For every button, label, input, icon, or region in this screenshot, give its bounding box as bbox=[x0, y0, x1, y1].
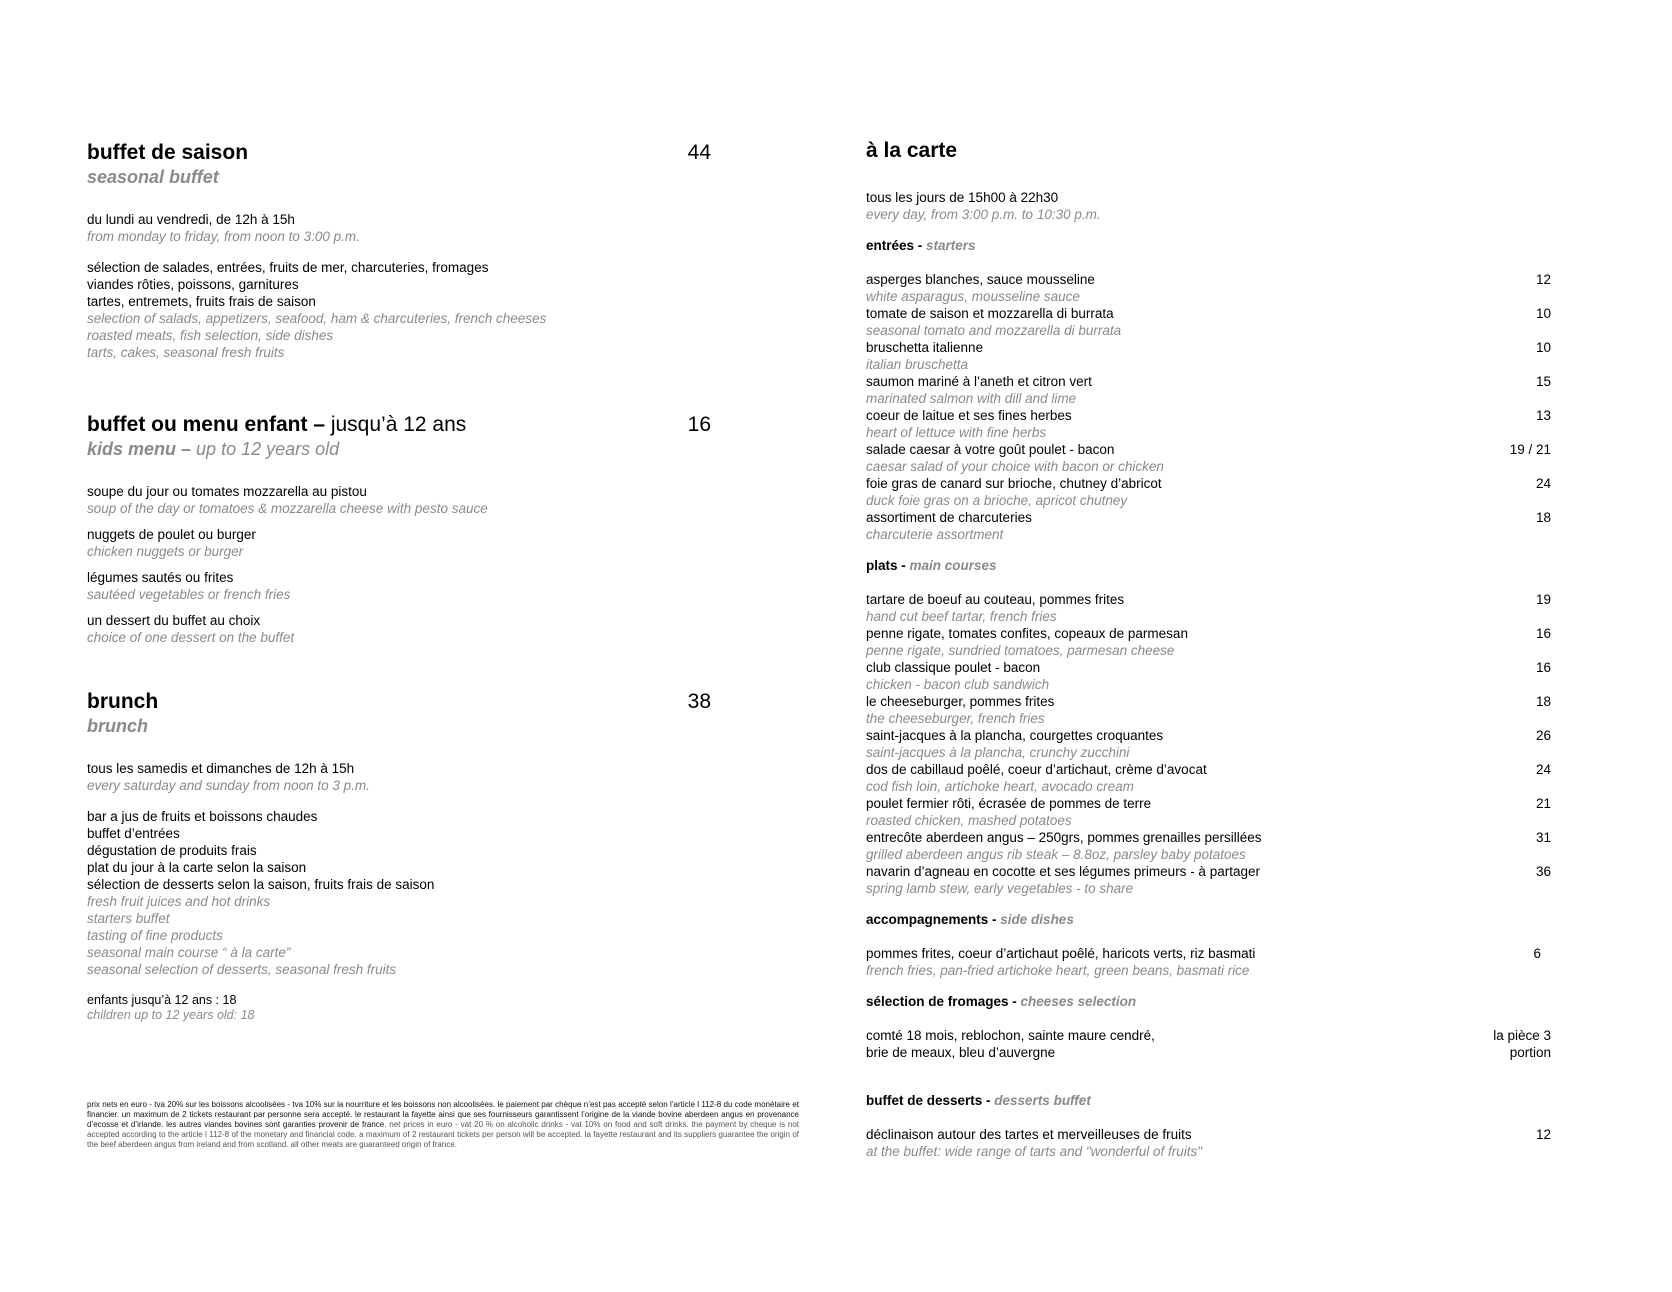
desc-fr: buffet d’entrées bbox=[87, 826, 180, 841]
entrees-list bbox=[866, 271, 1551, 543]
category-fromages bbox=[866, 993, 1551, 1010]
item-en: at the buffet: wide range of tarts and "wonderful of fruits" bbox=[866, 1144, 1203, 1159]
item-fr: dos de cabillaud poêlé, coeur d’artichaut, crème d’avocat bbox=[866, 762, 1207, 777]
item-fr: soupe du jour ou tomates mozzarella au pistou bbox=[87, 484, 367, 499]
item-fr: saint-jacques à la plancha, courgettes croquantes bbox=[866, 728, 1164, 743]
section-brunch bbox=[87, 689, 713, 1023]
category-plats bbox=[866, 557, 1551, 574]
menu-item bbox=[866, 475, 1551, 509]
item-en: hand cut beef tartar, french fries bbox=[866, 609, 1057, 624]
section-price: 16 bbox=[687, 413, 711, 436]
category-accompagnements bbox=[866, 911, 1551, 928]
item-en: cod fish loin, artichoke heart, avocado cream bbox=[866, 779, 1134, 794]
item-price: 19 bbox=[1535, 592, 1551, 607]
desc-fr: bar a jus de fruits et boissons chaudes bbox=[87, 809, 318, 824]
item-en: penne rigate, sundried tomatoes, parmesan cheese bbox=[866, 643, 1175, 658]
schedule-en: every saturday and sunday from noon to 3 p.m. bbox=[87, 778, 370, 793]
menu-item bbox=[866, 373, 1551, 407]
category-desserts bbox=[866, 1092, 1551, 1109]
item-fr: brie de meaux, bleu d’auvergne bbox=[866, 1045, 1056, 1060]
item-en: heart of lettuce with fine herbs bbox=[866, 425, 1047, 440]
item-fr: entrecôte aberdeen angus – 250grs, pommes grenailles persillées bbox=[866, 830, 1262, 845]
section-title-light: jusqu’à 12 ans bbox=[325, 413, 467, 436]
subtitle-bold: kids menu – bbox=[87, 439, 192, 459]
item-price: 10 bbox=[1535, 340, 1551, 355]
item-price: 6 bbox=[1533, 946, 1541, 961]
section-subtitle: seasonal buffet bbox=[87, 167, 219, 187]
menu-item bbox=[87, 612, 713, 646]
menu-item bbox=[87, 483, 713, 517]
section-subtitle bbox=[87, 438, 713, 460]
plats-list bbox=[866, 591, 1551, 897]
desc-fr: sélection de desserts selon la saison, fruits frais de saison bbox=[87, 877, 435, 892]
section-subtitle: brunch bbox=[87, 716, 148, 736]
section-title: brunch bbox=[87, 690, 159, 713]
desc-en: fresh fruit juices and hot drinks bbox=[87, 894, 271, 909]
schedule-fr: tous les jours de 15h00 à 22h30 bbox=[866, 190, 1059, 205]
item-fr: bruschetta italienne bbox=[866, 340, 984, 355]
category-entrees bbox=[866, 237, 1551, 254]
menu-item bbox=[866, 727, 1551, 761]
menu-item bbox=[866, 305, 1551, 339]
menu-item bbox=[866, 693, 1551, 727]
menu-item bbox=[866, 1027, 1551, 1061]
desc-en: tarts, cakes, seasonal fresh fruits bbox=[87, 345, 285, 360]
item-en: duck foie gras on a brioche, apricot chutney bbox=[866, 493, 1128, 508]
item-en: seasonal tomato and mozzarella di burrata bbox=[866, 323, 1122, 338]
desc-en: selection of salads, appetizers, seafood, ham & charcuteries, french cheeses bbox=[87, 311, 547, 326]
menu-item bbox=[866, 625, 1551, 659]
item-fr: légumes sautés ou frites bbox=[87, 570, 234, 585]
item-fr: assortiment de charcuteries bbox=[866, 510, 1032, 525]
section-price: 38 bbox=[687, 690, 711, 713]
carte-title: à la carte bbox=[866, 139, 958, 162]
desc-fr: sélection de salades, entrées, fruits de mer, charcuteries, fromages bbox=[87, 260, 489, 275]
schedule-fr: tous les samedis et dimanches de 12h à 15h bbox=[87, 761, 355, 776]
subtitle-light: up to 12 years old bbox=[191, 439, 340, 459]
item-price: 12 bbox=[1535, 272, 1551, 287]
item-fr: déclinaison autour des tartes et merveilleuses de fruits bbox=[866, 1127, 1192, 1142]
schedule-fr: du lundi au vendredi, de 12h à 15h bbox=[87, 212, 295, 227]
desc-fr: dégustation de produits frais bbox=[87, 843, 257, 858]
section-buffet-saison bbox=[87, 140, 713, 361]
category-label-en: starters bbox=[926, 238, 976, 253]
item-en: saint-jacques à la plancha, crunchy zucchini bbox=[866, 745, 1130, 760]
menu-item bbox=[866, 441, 1551, 475]
category-label-en: desserts buffet bbox=[994, 1093, 1091, 1108]
item-price: 18 bbox=[1535, 510, 1551, 525]
category-label-fr: sélection de fromages - bbox=[866, 994, 1021, 1009]
item-price: 19 / 21 bbox=[1509, 442, 1551, 457]
category-label-en: cheeses selection bbox=[1020, 994, 1137, 1009]
item-en: choice of one dessert on the buffet bbox=[87, 630, 295, 645]
item-fr: comté 18 mois, reblochon, sainte maure cendré, bbox=[866, 1028, 1155, 1043]
schedule-en: from monday to friday, from noon to 3:00 p.m. bbox=[87, 229, 360, 244]
menu-item bbox=[866, 1126, 1551, 1160]
legal-fr: prix nets en euro - tva 20% sur les boissons alcoolisées - tva 10% sur la nourriture et les boissons non alcoolisées. le paiement par chèque n’est pas accepté selon l’article l 112-8 du code monétaire et financier. un maximum de 2 tickets restaurant par personne sera accepté. le restaurant la fayette ainsi que ses fournisseurs garantissent l’origine de la viande bovine aberdeen angus en provenance d’ecosse et d’irlande. les autres viandes bovines sont garanties provenir de france. bbox=[87, 1100, 799, 1129]
item-fr: salade caesar à votre goût poulet - bacon bbox=[866, 442, 1115, 457]
item-en: marinated salmon with dill and lime bbox=[866, 391, 1077, 406]
item-price: 10 bbox=[1535, 306, 1551, 321]
menu-item bbox=[866, 271, 1551, 305]
schedule-en: every day, from 3:00 p.m. to 10:30 p.m. bbox=[866, 207, 1101, 222]
item-price: 16 bbox=[1535, 660, 1551, 675]
right-column bbox=[866, 138, 1551, 1160]
menu-item bbox=[866, 659, 1551, 693]
desc-fr: plat du jour à la carte selon la saison bbox=[87, 860, 307, 875]
category-label-fr: entrées - bbox=[866, 238, 927, 253]
item-en: grilled aberdeen angus rib steak – 8.8oz, parsley baby potatoes bbox=[866, 847, 1246, 862]
menu-item bbox=[866, 339, 1551, 373]
menu-item bbox=[866, 761, 1551, 795]
item-en: soup of the day or tomatoes & mozzarella cheese with pesto sauce bbox=[87, 501, 488, 516]
item-en: caesar salad of your choice with bacon or chicken bbox=[866, 459, 1164, 474]
item-price: 21 bbox=[1535, 796, 1551, 811]
item-fr: pommes frites, coeur d’artichaut poêlé, haricots verts, riz basmati bbox=[866, 946, 1256, 961]
desc-fr: tartes, entremets, fruits frais de saison bbox=[87, 294, 316, 309]
item-price: 16 bbox=[1535, 626, 1551, 641]
category-label-fr: plats - bbox=[866, 558, 910, 573]
desc-en: seasonal selection of desserts, seasonal fresh fruits bbox=[87, 962, 397, 977]
menu-item bbox=[866, 863, 1551, 897]
desc-fr: viandes rôties, poissons, garnitures bbox=[87, 277, 299, 292]
category-label-en: side dishes bbox=[1000, 912, 1074, 927]
item-fr: tartare de boeuf au couteau, pommes frites bbox=[866, 592, 1125, 607]
item-price: 15 bbox=[1535, 374, 1551, 389]
item-en: charcuterie assortment bbox=[866, 527, 1004, 542]
kids-price-fr: enfants jusqu’à 12 ans : 18 bbox=[87, 993, 237, 1007]
category-label-fr: accompagnements - bbox=[866, 912, 1001, 927]
section-price: 44 bbox=[687, 141, 711, 164]
category-label-fr: buffet de desserts - bbox=[866, 1093, 995, 1108]
item-fr: coeur de laitue et ses fines herbes bbox=[866, 408, 1072, 423]
item-price: la pièce 3 bbox=[1493, 1028, 1551, 1043]
item-fr: navarin d’agneau en cocotte et ses légumes primeurs - à partager bbox=[866, 864, 1260, 879]
item-fr: le cheeseburger, pommes frites bbox=[866, 694, 1055, 709]
item-en: roasted chicken, mashed potatoes bbox=[866, 813, 1072, 828]
item-price-unit: portion bbox=[1509, 1045, 1551, 1060]
category-label-en: main courses bbox=[909, 558, 997, 573]
menu-item bbox=[866, 509, 1551, 543]
item-fr: un dessert du buffet au choix bbox=[87, 613, 261, 628]
item-fr: foie gras de canard sur brioche, chutney d’abricot bbox=[866, 476, 1162, 491]
item-en: the cheeseburger, french fries bbox=[866, 711, 1045, 726]
item-fr: tomate de saison et mozzarella di burrata bbox=[866, 306, 1114, 321]
section-menu-enfant bbox=[87, 412, 713, 646]
item-price: 13 bbox=[1535, 408, 1551, 423]
item-price: 12 bbox=[1535, 1127, 1551, 1142]
item-en: sautéed vegetables or french fries bbox=[87, 587, 291, 602]
desc-en: starters buffet bbox=[87, 911, 170, 926]
item-fr: asperges blanches, sauce mousseline bbox=[866, 272, 1095, 287]
menu-item bbox=[866, 945, 1551, 979]
menu-item bbox=[866, 407, 1551, 441]
item-price: 36 bbox=[1535, 864, 1551, 879]
desc-en: tasting of fine products bbox=[87, 928, 223, 943]
legal-notice bbox=[87, 1100, 799, 1150]
item-fr: penne rigate, tomates confites, copeaux de parmesan bbox=[866, 626, 1188, 641]
kids-price-en: children up to 12 years old: 18 bbox=[87, 1008, 255, 1022]
item-en: french fries, pan-fried artichoke heart, green beans, basmati rice bbox=[866, 963, 1250, 978]
item-fr: poulet fermier rôti, écrasée de pommes de terre bbox=[866, 796, 1152, 811]
desc-en: seasonal main course “ à la carte” bbox=[87, 945, 291, 960]
item-price: 26 bbox=[1535, 728, 1551, 743]
item-en: white asparagus, mousseline sauce bbox=[866, 289, 1080, 304]
item-en: spring lamb stew, early vegetables - to share bbox=[866, 881, 1134, 896]
desc-en: roasted meats, fish selection, side dishes bbox=[87, 328, 334, 343]
left-column bbox=[87, 140, 713, 1023]
section-title-bold: buffet ou menu enfant – bbox=[87, 413, 325, 436]
menu-item bbox=[87, 526, 713, 560]
item-price: 24 bbox=[1535, 476, 1551, 491]
menu-item bbox=[866, 795, 1551, 829]
item-price: 18 bbox=[1535, 694, 1551, 709]
item-fr: club classique poulet - bacon bbox=[866, 660, 1041, 675]
menu-item bbox=[866, 829, 1551, 863]
item-fr: nuggets de poulet ou burger bbox=[87, 527, 256, 542]
menu-item bbox=[87, 569, 713, 603]
menu-item bbox=[866, 591, 1551, 625]
item-price: 24 bbox=[1535, 762, 1551, 777]
legal-en: net prices in euro - vat 20 % on alcoholic drinks - vat 10% on food and soft drinks. the payment by cheque is not accepted according to the article l 112-8 of the monetary and financial code. a maximum of 2 restaurant tickets per person will be accepted. la fayette restaurant and its suppliers guarantee the origin of the beef aberdeen angus from ireland and from scotland. all other meats are guaranteed origin of france. bbox=[87, 1120, 799, 1149]
item-en: chicken - bacon club sandwich bbox=[866, 677, 1050, 692]
section-title bbox=[87, 412, 466, 438]
item-price: 31 bbox=[1535, 830, 1551, 845]
section-title: buffet de saison bbox=[87, 141, 249, 164]
item-fr: saumon mariné à l’aneth et citron vert bbox=[866, 374, 1092, 389]
item-en: italian bruschetta bbox=[866, 357, 969, 372]
item-en: chicken nuggets or burger bbox=[87, 544, 244, 559]
